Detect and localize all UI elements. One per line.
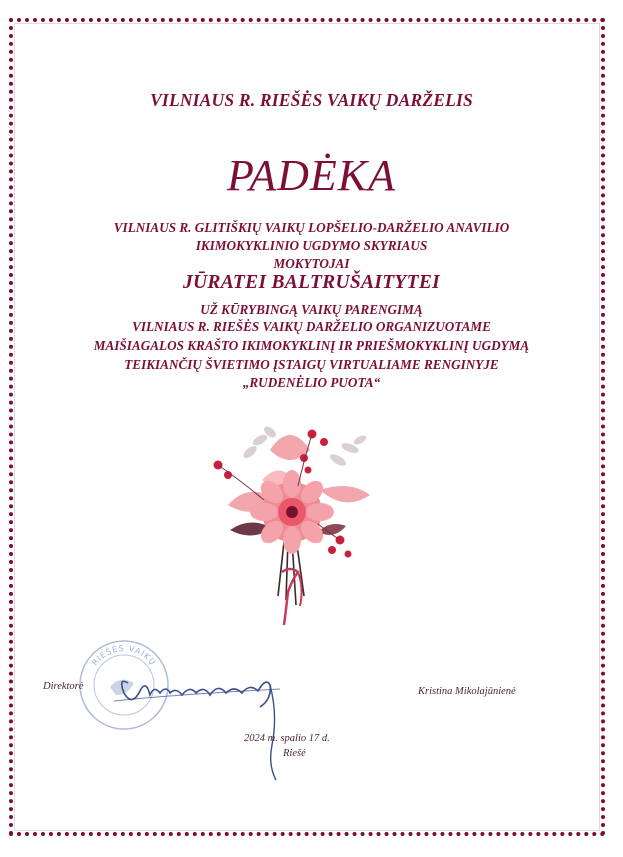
signature-icon [110,655,295,785]
seal-text: RIEŠĖS VAIKŲ [90,643,158,668]
issue-place: Riešė [283,748,306,759]
recipient-line-2: IKIMOKYKLINIO UGDYMO SKYRIAUS [195,238,428,253]
director-label: Direktorė [43,681,84,692]
reason-line-1: UŽ KŪRYBINGĄ VAIKŲ PARENGIMĄ [200,302,423,317]
reason-line-2: VILNIAUS R. RIEŠĖS VAIKŲ DARŽELIO ORGANIZUOTAME [132,319,491,334]
event-name: „RUDENĖLIO PUOTA“ [242,375,381,390]
signer-name: Kristina Mikolajūnienė [418,686,516,697]
certificate-title: PADĖKA [227,151,396,200]
flower-bouquet-icon [200,420,380,635]
recipient-line-3: MOKYTOJAI [273,256,350,271]
recipient-line-1: VILNIAUS R. GLITIŠKIŲ VAIKŲ LOPŠELIO-DARŽELIO ANAVILIO [113,220,510,235]
issue-date: 2024 m. spalio 17 d. [244,733,330,744]
reason-line-4: TEIKIANČIŲ ŠVIETIMO ĮSTAIGŲ VIRTUALIAME RENGINYJE [124,357,499,372]
school-name: VILNIAUS R. RIEŠĖS VAIKŲ DARŽELIS [150,90,473,110]
recipient-name: JŪRATEI BALTRUŠAITYTEI [182,272,441,293]
reason-line-3: MAIŠIAGALOS KRAŠTO IKIMOKYKLINĮ IR PRIEŠMOKYKLINĮ UGDYMĄ [93,338,530,353]
